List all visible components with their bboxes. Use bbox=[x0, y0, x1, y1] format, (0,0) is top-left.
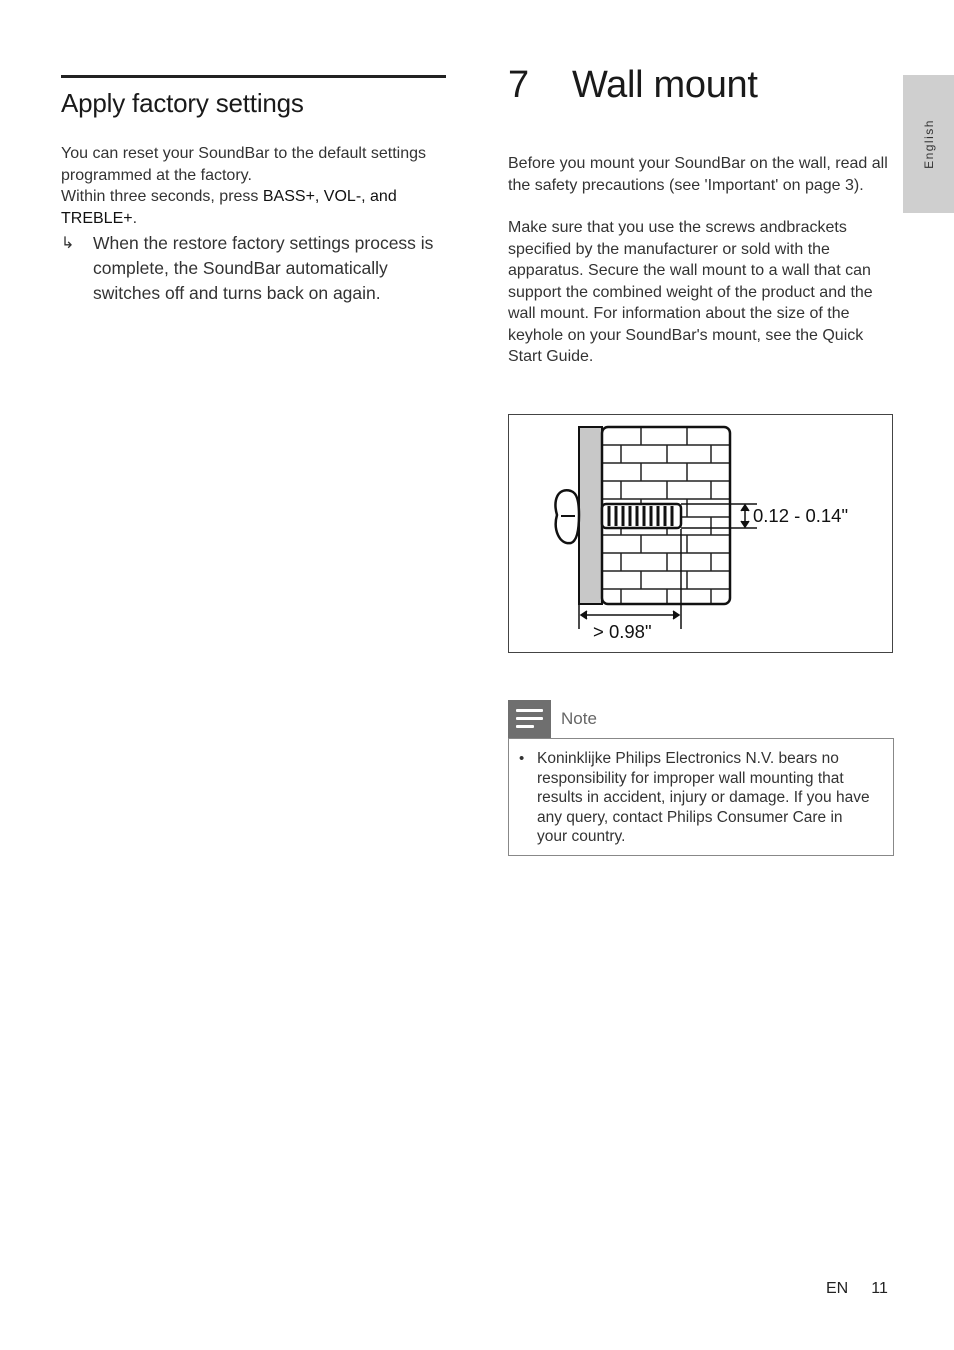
language-tab-label: English bbox=[921, 119, 936, 169]
depth-dimension-label: > 0.98" bbox=[593, 621, 652, 642]
factory-reset-intro bbox=[61, 143, 446, 229]
wall-screw-illustration bbox=[509, 415, 892, 652]
note-text: Koninklijke Philips Electronics N.V. bears no responsibility for improper wall mounting that results in accident, injury or damage. If you have any query, contact Philips Consumer Care in your country. bbox=[537, 750, 870, 845]
section-factory-settings bbox=[61, 75, 446, 306]
result-text: When the restore factory settings process is complete, the SoundBar automatically switches off and turns back on again. bbox=[93, 233, 434, 303]
note-box bbox=[508, 700, 894, 856]
page-footer bbox=[826, 1280, 888, 1298]
intro-text: You can reset your SoundBar to the default settings programmed at the factory. bbox=[61, 145, 426, 184]
mounting-paragraph: Make sure that you use the screws andbrackets specified by the manufacturer or sold with the apparatus. Secure the wall mount to a wall that can support the combined weight of the product and the wall mount. For information about the size of the keyhole on your SoundBar's mount, see the Quick Start Guide. bbox=[508, 219, 873, 365]
section-rule bbox=[61, 75, 446, 78]
note-header bbox=[508, 700, 894, 738]
safety-paragraph: Before you mount your SoundBar on the wall, read all the safety precautions (see 'Important' on page 3). bbox=[508, 155, 888, 194]
chapter-title: Wall mount bbox=[572, 64, 758, 106]
chapter-heading bbox=[508, 64, 894, 107]
wall-mount-diagram bbox=[508, 414, 893, 653]
section-wall-mount bbox=[508, 64, 894, 368]
language-tab bbox=[903, 75, 954, 213]
note-icon bbox=[508, 700, 551, 738]
instruction-suffix: . bbox=[132, 209, 138, 227]
chapter-number: 7 bbox=[508, 64, 530, 106]
button-combination: BASS+, VOL-, and TREBLE+ bbox=[61, 188, 397, 227]
note-label: Note bbox=[561, 709, 597, 728]
page-number: 11 bbox=[871, 1280, 888, 1297]
note-bullet: • bbox=[519, 750, 525, 767]
result-arrow-icon: ↳ bbox=[61, 235, 75, 252]
plate bbox=[579, 427, 602, 604]
screw-head-dimension-label: 0.12 - 0.14" bbox=[753, 505, 849, 526]
footer-language: EN bbox=[826, 1280, 849, 1297]
section-heading: Apply factory settings bbox=[61, 88, 304, 118]
note-content bbox=[508, 738, 894, 856]
instruction-prefix: Within three seconds, press bbox=[61, 188, 263, 205]
result-item bbox=[61, 231, 446, 306]
